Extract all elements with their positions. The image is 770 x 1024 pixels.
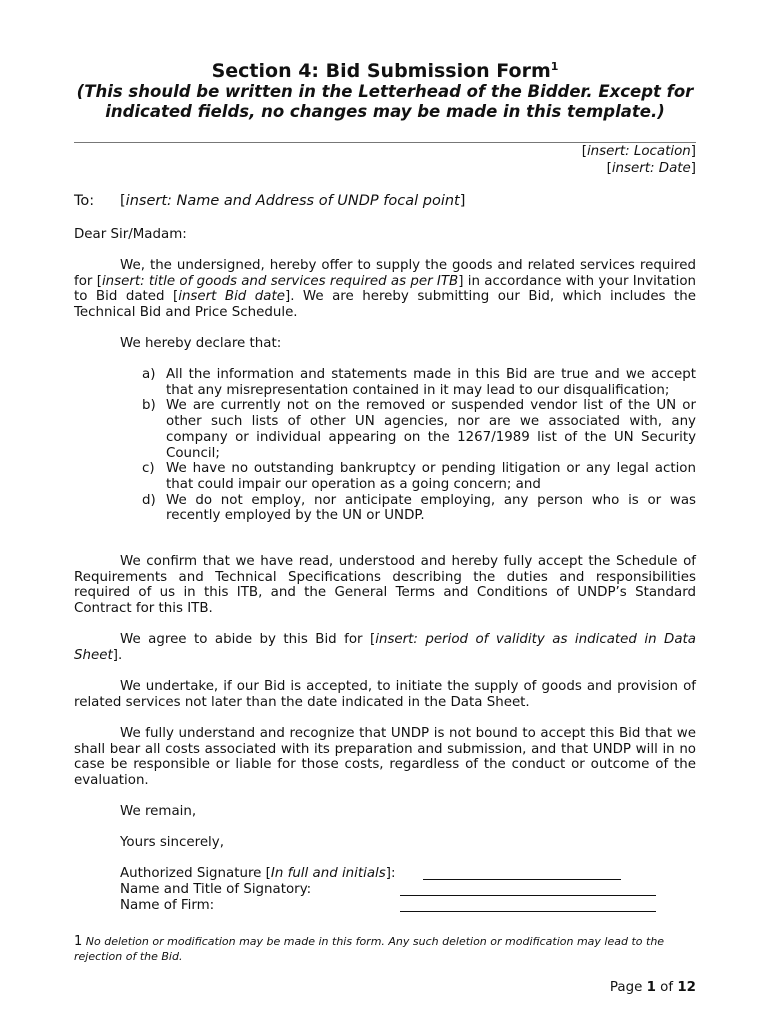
location-text: insert: Location (586, 144, 691, 159)
declaration-list (74, 367, 696, 524)
page-number (610, 980, 696, 996)
text: Name and Title of Signatory: (120, 882, 312, 897)
text: We agree to abide by this Bid for [ (120, 632, 376, 647)
text: insert Bid date (178, 289, 285, 305)
text: Authorized Signature [ (120, 866, 271, 881)
list-item (74, 461, 696, 492)
footnote-ref: 1 (550, 60, 559, 73)
text: In full and initials (270, 866, 386, 881)
date-text: insert: Date (611, 161, 691, 176)
recipient: To: [insert: Name and Address of UNDP focal point] (74, 193, 466, 209)
list-item (74, 493, 696, 524)
list-item (74, 398, 696, 461)
signature-row (120, 866, 680, 882)
list-marker: c) (142, 461, 155, 477)
signature-block (120, 866, 680, 914)
subtitle: (This should be written in the Letterhead of the Bidder. Except for indicated fields, no changes may be made in this template.) (76, 82, 694, 121)
footnote-text: No deletion or modification may be made in this form. Any such deletion or modification may lead to the rejection of the Bid. (74, 935, 665, 963)
to-value: insert: Name and Address of UNDP focal point (125, 193, 460, 209)
firm-row (120, 898, 680, 914)
signature-line[interactable] (423, 866, 621, 880)
footnote (74, 934, 696, 964)
location-field: [insert: Location] (581, 144, 696, 159)
to-label: To: (74, 193, 95, 209)
salutation: Dear Sir/Madam: (74, 227, 187, 242)
list-text: We are currently not on the removed or suspended vendor list of the UN or other such lists of other UN agencies, nor are we associated with, any company or individual appearing on the 1267/1989 list of the UN Security Council; (166, 398, 696, 461)
paragraph-confirm: We confirm that we have read, understood and hereby fully accept the Schedule of Requirements and Technical Specifications describing the duties and responsibilities required of us in this ITB, and the General Terms and Conditions of UNDP’s Standard Contract for this ITB. (74, 554, 696, 617)
list-text: We have no outstanding bankruptcy or pending litigation or any legal action that could impair our operation as a going concern; and (166, 461, 696, 492)
declare-heading: We hereby declare that: (120, 336, 282, 351)
paragraph-understand: We fully understand and recognize that UNDP is not bound to accept this Bid that we shall bear all costs associated with its preparation and submission, and that UNDP will in no case be responsible or liable for those costs, regardless of the conduct or outcome of the evaluation. (74, 726, 696, 789)
list-text: All the information and statements made in this Bid are true and we accept that any misrepresentation contained in it may lead to our disqualification; (166, 367, 696, 398)
text: insert: period of validity as indicated in Data Sheet (74, 632, 696, 663)
date-field: [insert: Date] (606, 161, 696, 176)
list-text: We do not employ, nor anticipate employing, any person who is or was recently employed by the UN or UNDP. (166, 492, 696, 524)
text: ]. We are hereby submitting our Bid, which includes the Technical Bid and Price Schedule. (74, 289, 696, 321)
list-marker: a) (142, 367, 156, 382)
divider (74, 142, 696, 143)
text: 1 (646, 980, 656, 995)
name-title-row (120, 882, 680, 898)
paragraph-undertake: We undertake, if our Bid is accepted, to initiate the supply of goods and provision of related services not later than the date indicated in the Data Sheet. (74, 679, 696, 710)
text: 12 (677, 980, 696, 995)
name-title-line[interactable] (400, 882, 656, 896)
title-text: Section 4: Bid Submission Form (211, 60, 551, 82)
text: ]: (385, 866, 396, 881)
text: ]. (112, 647, 123, 663)
list-marker: d) (142, 492, 156, 508)
text: of (660, 980, 674, 995)
footnote-number: 1 (74, 934, 83, 949)
paragraph-offer (74, 258, 696, 321)
paragraph-agree (74, 632, 696, 663)
text: ] in accordance with your Invitation to Bid dated [ (74, 273, 696, 305)
text: Page (609, 980, 643, 995)
closing-remain: We remain, (120, 804, 197, 819)
list-item (74, 367, 696, 398)
page-title (0, 60, 770, 82)
text: insert: title of goods and services required as per ITB (101, 273, 459, 289)
text: Name of Firm: (120, 898, 215, 913)
firm-line[interactable] (400, 898, 656, 912)
text: We, the undersigned, hereby offer to supply the goods and related services required for [ (74, 258, 696, 289)
list-marker: b) (142, 398, 156, 414)
closing-yours: Yours sincerely, (120, 835, 224, 850)
